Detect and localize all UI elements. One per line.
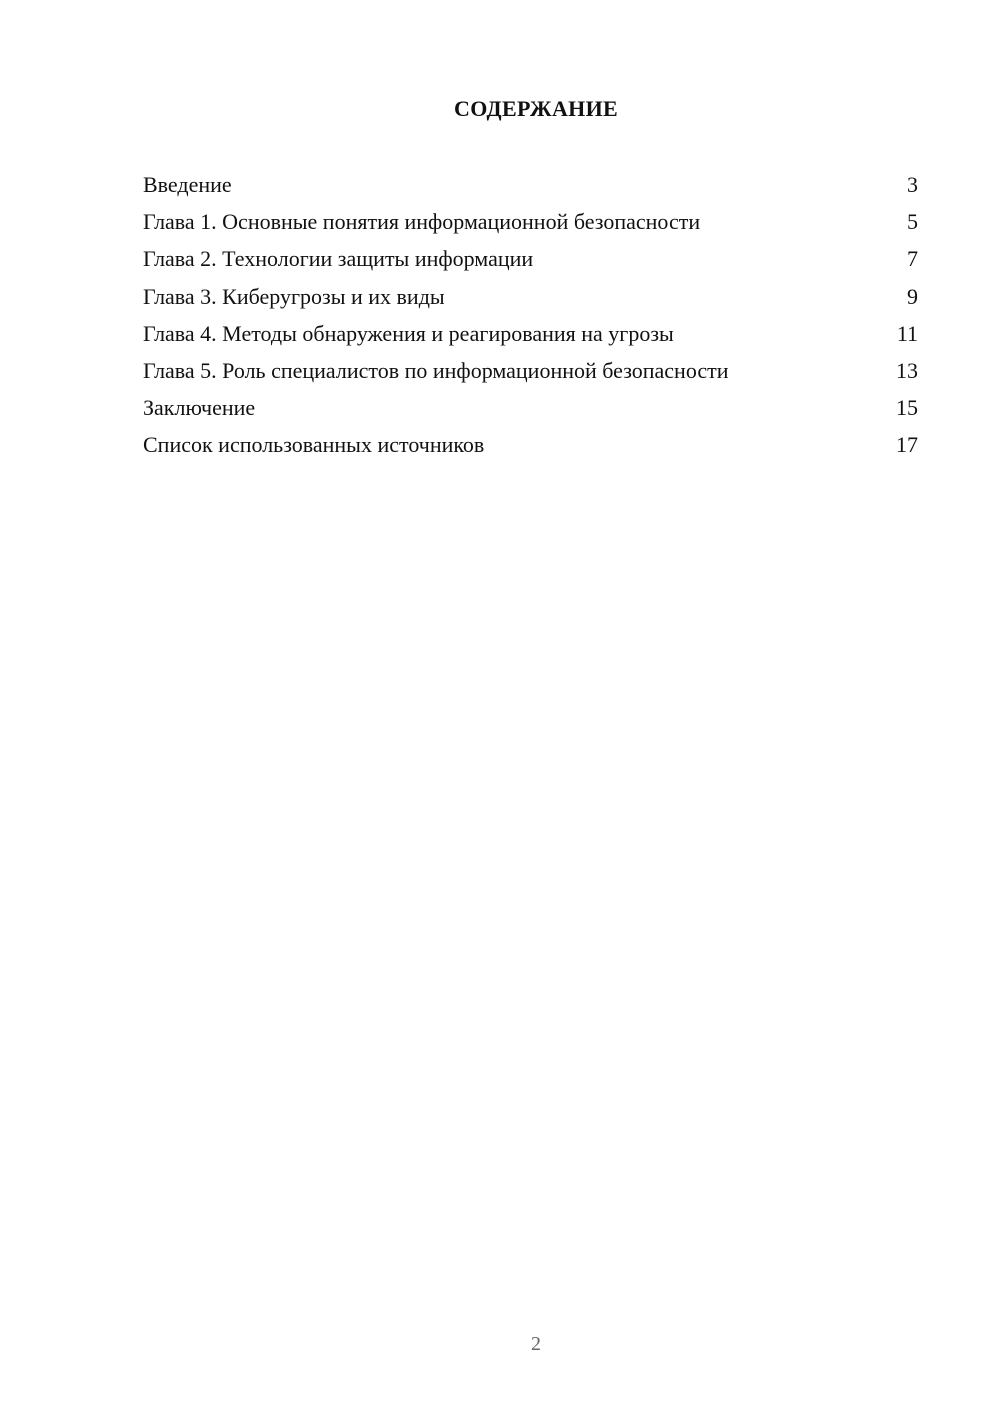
toc-title: СОДЕРЖАНИЕ	[454, 96, 618, 121]
toc-entry-label: Глава 3. Киберугрозы и их виды	[143, 283, 445, 309]
toc-entry-chapter-3	[143, 282, 918, 319]
toc-entry-label: Глава 2. Технологии защиты информации	[143, 246, 534, 272]
toc-entry-chapter-2	[143, 244, 918, 281]
toc-entry-label: Список использованных источников	[143, 432, 485, 458]
toc-entry-chapter-1	[143, 207, 918, 244]
toc-entry-page: 3	[907, 172, 918, 197]
toc-entry-chapter-5	[143, 356, 918, 393]
toc-entry-label: Глава 5. Роль специалистов по информационной безопасности	[143, 357, 729, 383]
toc-entry-introduction	[143, 170, 918, 207]
toc-entry-page: 11	[896, 320, 918, 346]
toc-entry-page: 9	[907, 283, 918, 309]
toc-entry-page: 15	[896, 395, 918, 421]
toc-entry-references	[143, 430, 918, 467]
toc-entry-label: Заключение	[143, 395, 256, 421]
toc-entry-page: 13	[896, 357, 918, 383]
toc-entry-conclusion	[143, 393, 918, 430]
page-number: 2	[531, 1333, 541, 1355]
toc-entry-chapter-4	[143, 319, 918, 356]
toc-entry-page: 5	[907, 209, 918, 235]
toc-entry-page: 7	[907, 246, 918, 272]
toc-entry-label: Глава 1. Основные понятия информационной безопасности	[143, 209, 701, 235]
toc-entry-label: Глава 4. Методы обнаружения и реагирования на угрозы	[143, 320, 674, 346]
toc-entry-page: 17	[896, 432, 918, 458]
toc-entry-label: Введение	[143, 172, 232, 197]
toc-list	[143, 170, 918, 468]
